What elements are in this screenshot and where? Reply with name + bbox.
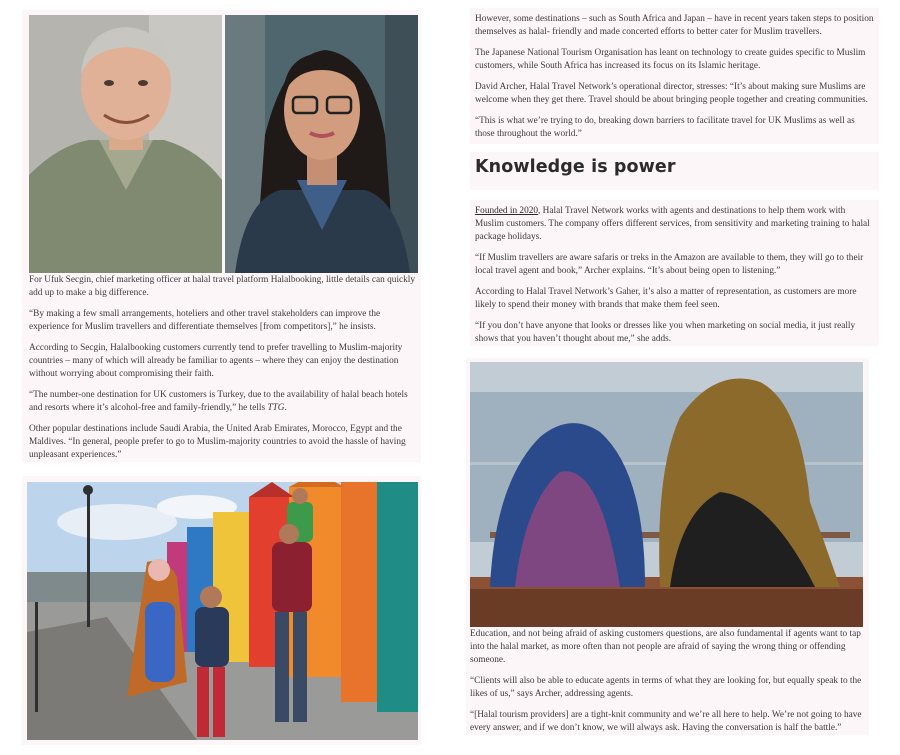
publication-name: TTG <box>267 403 285 413</box>
quote-end: . <box>284 403 287 413</box>
article-text-right-top <box>475 13 875 141</box>
photo-family-beach-huts <box>27 482 418 740</box>
women-sea-illustration <box>470 362 863 627</box>
man-portrait-illustration <box>29 15 222 273</box>
photo-gaher <box>225 15 418 273</box>
family-beach-huts-illustration <box>27 482 418 740</box>
paragraph-turkey-quote <box>29 389 417 415</box>
article-text-left-top <box>29 274 417 462</box>
quote-text: “The number-one destination for UK customers is Turkey, due to the availability of halal beach hotels and resorts where it’s alcohol-free and family-friendly,” he tells <box>29 390 408 413</box>
founded-link[interactable]: Founded in 2020 <box>475 206 539 216</box>
founded-text: , Halal Travel Network works with agents and destinations to help them work with Muslim customers. The company offers different services, from sensitivity and marketing training to halal package holidays. <box>475 206 870 242</box>
paragraph: “Clients will also be able to educate agents in terms of what they are looking for, but equally speak to the likes of us,” says Archer, addressing agents. <box>470 676 862 699</box>
paragraph: However, some destinations – such as South Africa and Japan – have in recent years taken steps to position themselves as halal- friendly and made concerted efforts to better cater for Muslim travellers. <box>475 14 874 37</box>
paragraph: David Archer, Halal Travel Network’s operational director, stresses: “It’s about making sure Muslims are welcome when they get there. Travel should be about bringing people together and creating communities. <box>475 82 868 105</box>
paragraph: “This is what we’re trying to do, breaking down barriers to facilitate travel for UK Muslims as well as those throughout the world.” <box>475 116 855 139</box>
paragraph-founded <box>475 205 875 244</box>
article-panel-right-middle <box>470 200 879 346</box>
paragraph: According to Halal Travel Network’s Gaher, it’s also a matter of representation, as customers are more likely to spend their money with brands that make them feel seen. <box>475 287 857 310</box>
paragraph: “If Muslim travellers are aware safaris or treks in the Amazon are available to them, they will go to their local travel agent and book,” Archer explains. “It’s about being open to listening.” <box>475 253 864 276</box>
photo-two-women-sea <box>470 362 863 627</box>
paragraph: According to Secgin, Halalbooking customers currently tend to prefer travelling to Muslim-majority countries – many of which will already be familiar to agents – where they can enjoy the destination without worrying about compromising their faith. <box>29 343 403 379</box>
article-text-right-bottom <box>470 628 864 735</box>
section-heading: Knowledge is power <box>475 157 676 177</box>
paragraph: “By making a few small arrangements, hoteliers and other travel stakeholders can improve the experience for Muslim travellers and differentiate themselves [from competitors],” he insists. <box>29 309 381 332</box>
section-heading-panel <box>470 152 879 190</box>
paragraph: “If you don’t have anyone that looks or dresses like you when marketing on social media, it just really shows that you haven’t thought about me,” she adds. <box>475 321 856 344</box>
paragraph: For Ufuk Secgin, chief marketing officer at halal travel platform Halalbooking, little details can quickly add up to make a big difference. <box>29 275 416 298</box>
paragraph: The Japanese National Tourism Organisation has leant on technology to create guides specific to Muslim customers, while South Africa has increased its focus on its Islamic heritage. <box>475 48 866 71</box>
paragraph: Other popular destinations include Saudi Arabia, the United Arab Emirates, Morocco, Egypt and the Maldives. “In general, people prefer to go to Muslim-majority countries to avoid the hassle of having unpleasant experiences.” <box>29 424 406 460</box>
article-panel-left-bottom <box>22 476 421 745</box>
article-panel-left-top <box>22 10 421 462</box>
article-panel-right-top <box>470 8 879 144</box>
paragraph: “[Halal tourism providers] are a tight-knit community and we’re all here to help. We’re not going to have every answer, and if we don’t know, we will always ask. Having the conversation is half the battle.” <box>470 710 862 733</box>
article-text-right-middle <box>475 205 875 346</box>
photo-ufuk-secgin <box>29 15 222 273</box>
paragraph: Education, and not being afraid of asking customers questions, are also fundamental if agents want to tap into the halal market, as more often than not people are afraid of saying the wrong thing or offending someone. <box>470 629 861 665</box>
article-panel-right-bottom <box>466 358 869 735</box>
woman-portrait-illustration <box>225 15 418 273</box>
